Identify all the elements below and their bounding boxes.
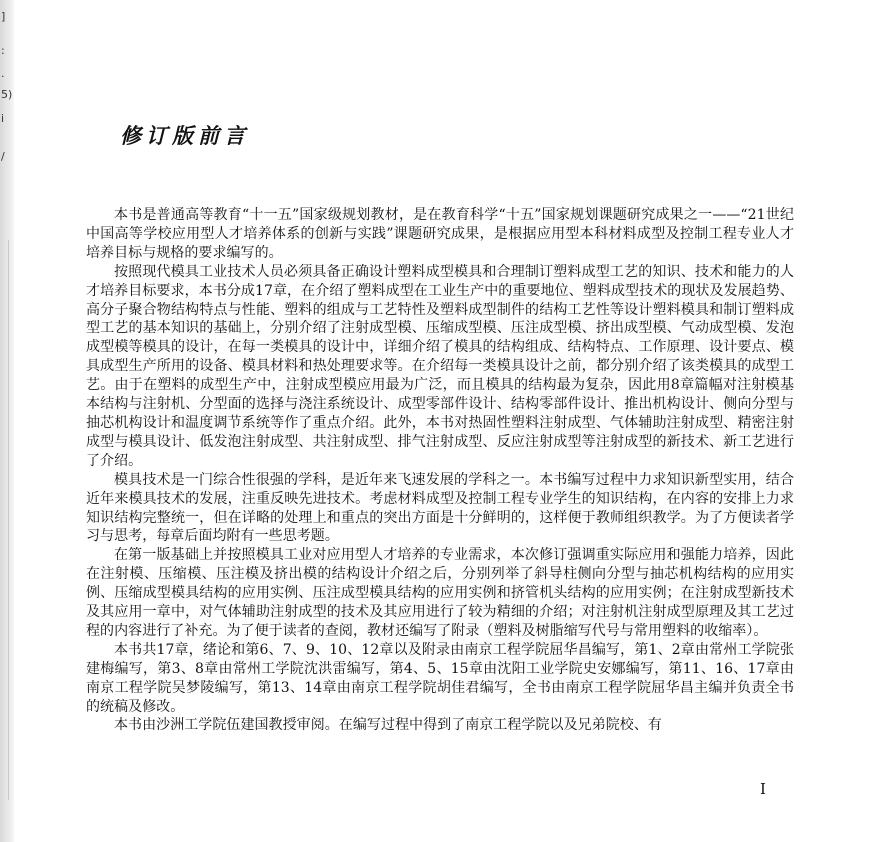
paragraph: 在第一版基础上并按照模具工业对应用型人才培养的专业需求，本次修订强调重实际应用和强能力培养，因此在注射模、压缩模、压注模及挤出模的结构设计介绍之后，分别列举了斜导柱侧向分型与抽芯机构结构的应用实例、压缩成型模具结构的应用实例、压注成型模具结构的应用实例和挤管机头结构的应用实例；在注射成型新技术及其应用一章中，对气体辅助注射成型的技术及其应用进行了较为精细的介绍；对注射机注射成型原理及其工艺过程的内容进行了补充。为了便于读者的查阅，教材还编写了附录（塑料及树脂缩写代号与常用塑料的收缩率）。 <box>86 547 794 639</box>
paragraph: 按照现代模具工业技术人员必须具备正确设计塑料成型模具和合理制订塑料成型工艺的知识、技术和能力的人才培养目标要求，本书分成17章，在介绍了塑料成型在工业生产中的重要地位、塑料成型技术的现状及发展趋势、高分子聚合物结构特点与性能、塑料的组成与工艺特性及塑料成型制件的结构工艺性等设计塑料模具和制订塑料成型工艺的基本知识的基础上，分别介绍了注射成型模、压缩成型模、压注成型模、挤出成型模、气动成型模、发泡成型模等模具的设计，在每一类模具的设计中，详细介绍了模具的结构组成、结构特点、工作原理、设计要点、模具成型生产所用的设备、模具材料和热处理要求等。在介绍每一类模具设计之前，都分别介绍了该类模具的成型工艺。由于在塑料的成型生产中，注射成型模应用最为广泛，而且模具的结构最为复杂，因此用8章篇幅对注射模基本结构与注射机、分型面的选择与浇注系统设计、成型零部件设计、结构零部件设计、推出机构设计、侧向分型与抽芯机构设计和温度调节系统等作了重点介绍。此外，本书对热固性塑料注射成型、气体辅助注射成型、精密注射成型与模具设计、低发泡注射成型、共注射成型、排气注射成型、反应注射成型等注射成型的新技术、新工艺进行了介绍。 <box>86 263 794 469</box>
edge-mark: / <box>1 150 5 163</box>
paragraph: 本书共17章，绪论和第6、7、9、10、12章以及附录由南京工程学院屈华昌编写，第1、2章由常州工学院张建梅编写，第3、8章由常州工学院沈洪雷编写，第4、5、15章由沈阳工业学院史安娜编写，第11、16、17章由南京工程学院吴梦陵编写，第13、14章由南京工程学院胡佳君编写，全书由南京工程学院屈华昌主编并负责全书的统稿及修改。 <box>86 641 794 715</box>
page-title: 修订版前言 <box>120 124 250 148</box>
page-number: I <box>760 780 766 798</box>
paragraph: 本书是普通高等教育“十一五”国家级规划教材，是在教育科学“十五”国家规划课题研究成果之一——“21世纪中国高等学校应用型人才培养体系的创新与实践”课题研究成果，是根据应用型本科材料成型及控制工程专业人才培养目标与规格的要求编写的。 <box>86 207 794 261</box>
paragraph: 模具技术是一门综合性很强的学科，是近年来飞速发展的学科之一。本书编写过程中力求知识新型实用，结合近年来模具技术的发展，注重反映先进技术。考虑材料成型及控制工程专业学生的知识结构，在内容的安排上力求知识结构完整统一，但在详略的处理上和重点的突出方面是十分鲜明的，这样便于教师组织教学。为了方便读者学习与思考，每章后面均附有一些思考题。 <box>86 471 794 545</box>
edge-mark: ] <box>1 10 6 23</box>
scan-left-edge <box>0 0 14 842</box>
paragraph: 本书由沙洲工学院伍建国教授审阅。在编写过程中得到了南京工程学院以及兄弟院校、有 <box>114 717 662 734</box>
edge-mark: · <box>1 70 5 83</box>
edge-mark: i <box>1 112 5 125</box>
edge-mark: : <box>1 44 5 57</box>
binding-shadow-line <box>8 240 9 800</box>
edge-mark: 5) <box>1 88 13 101</box>
preface-body <box>86 206 794 735</box>
